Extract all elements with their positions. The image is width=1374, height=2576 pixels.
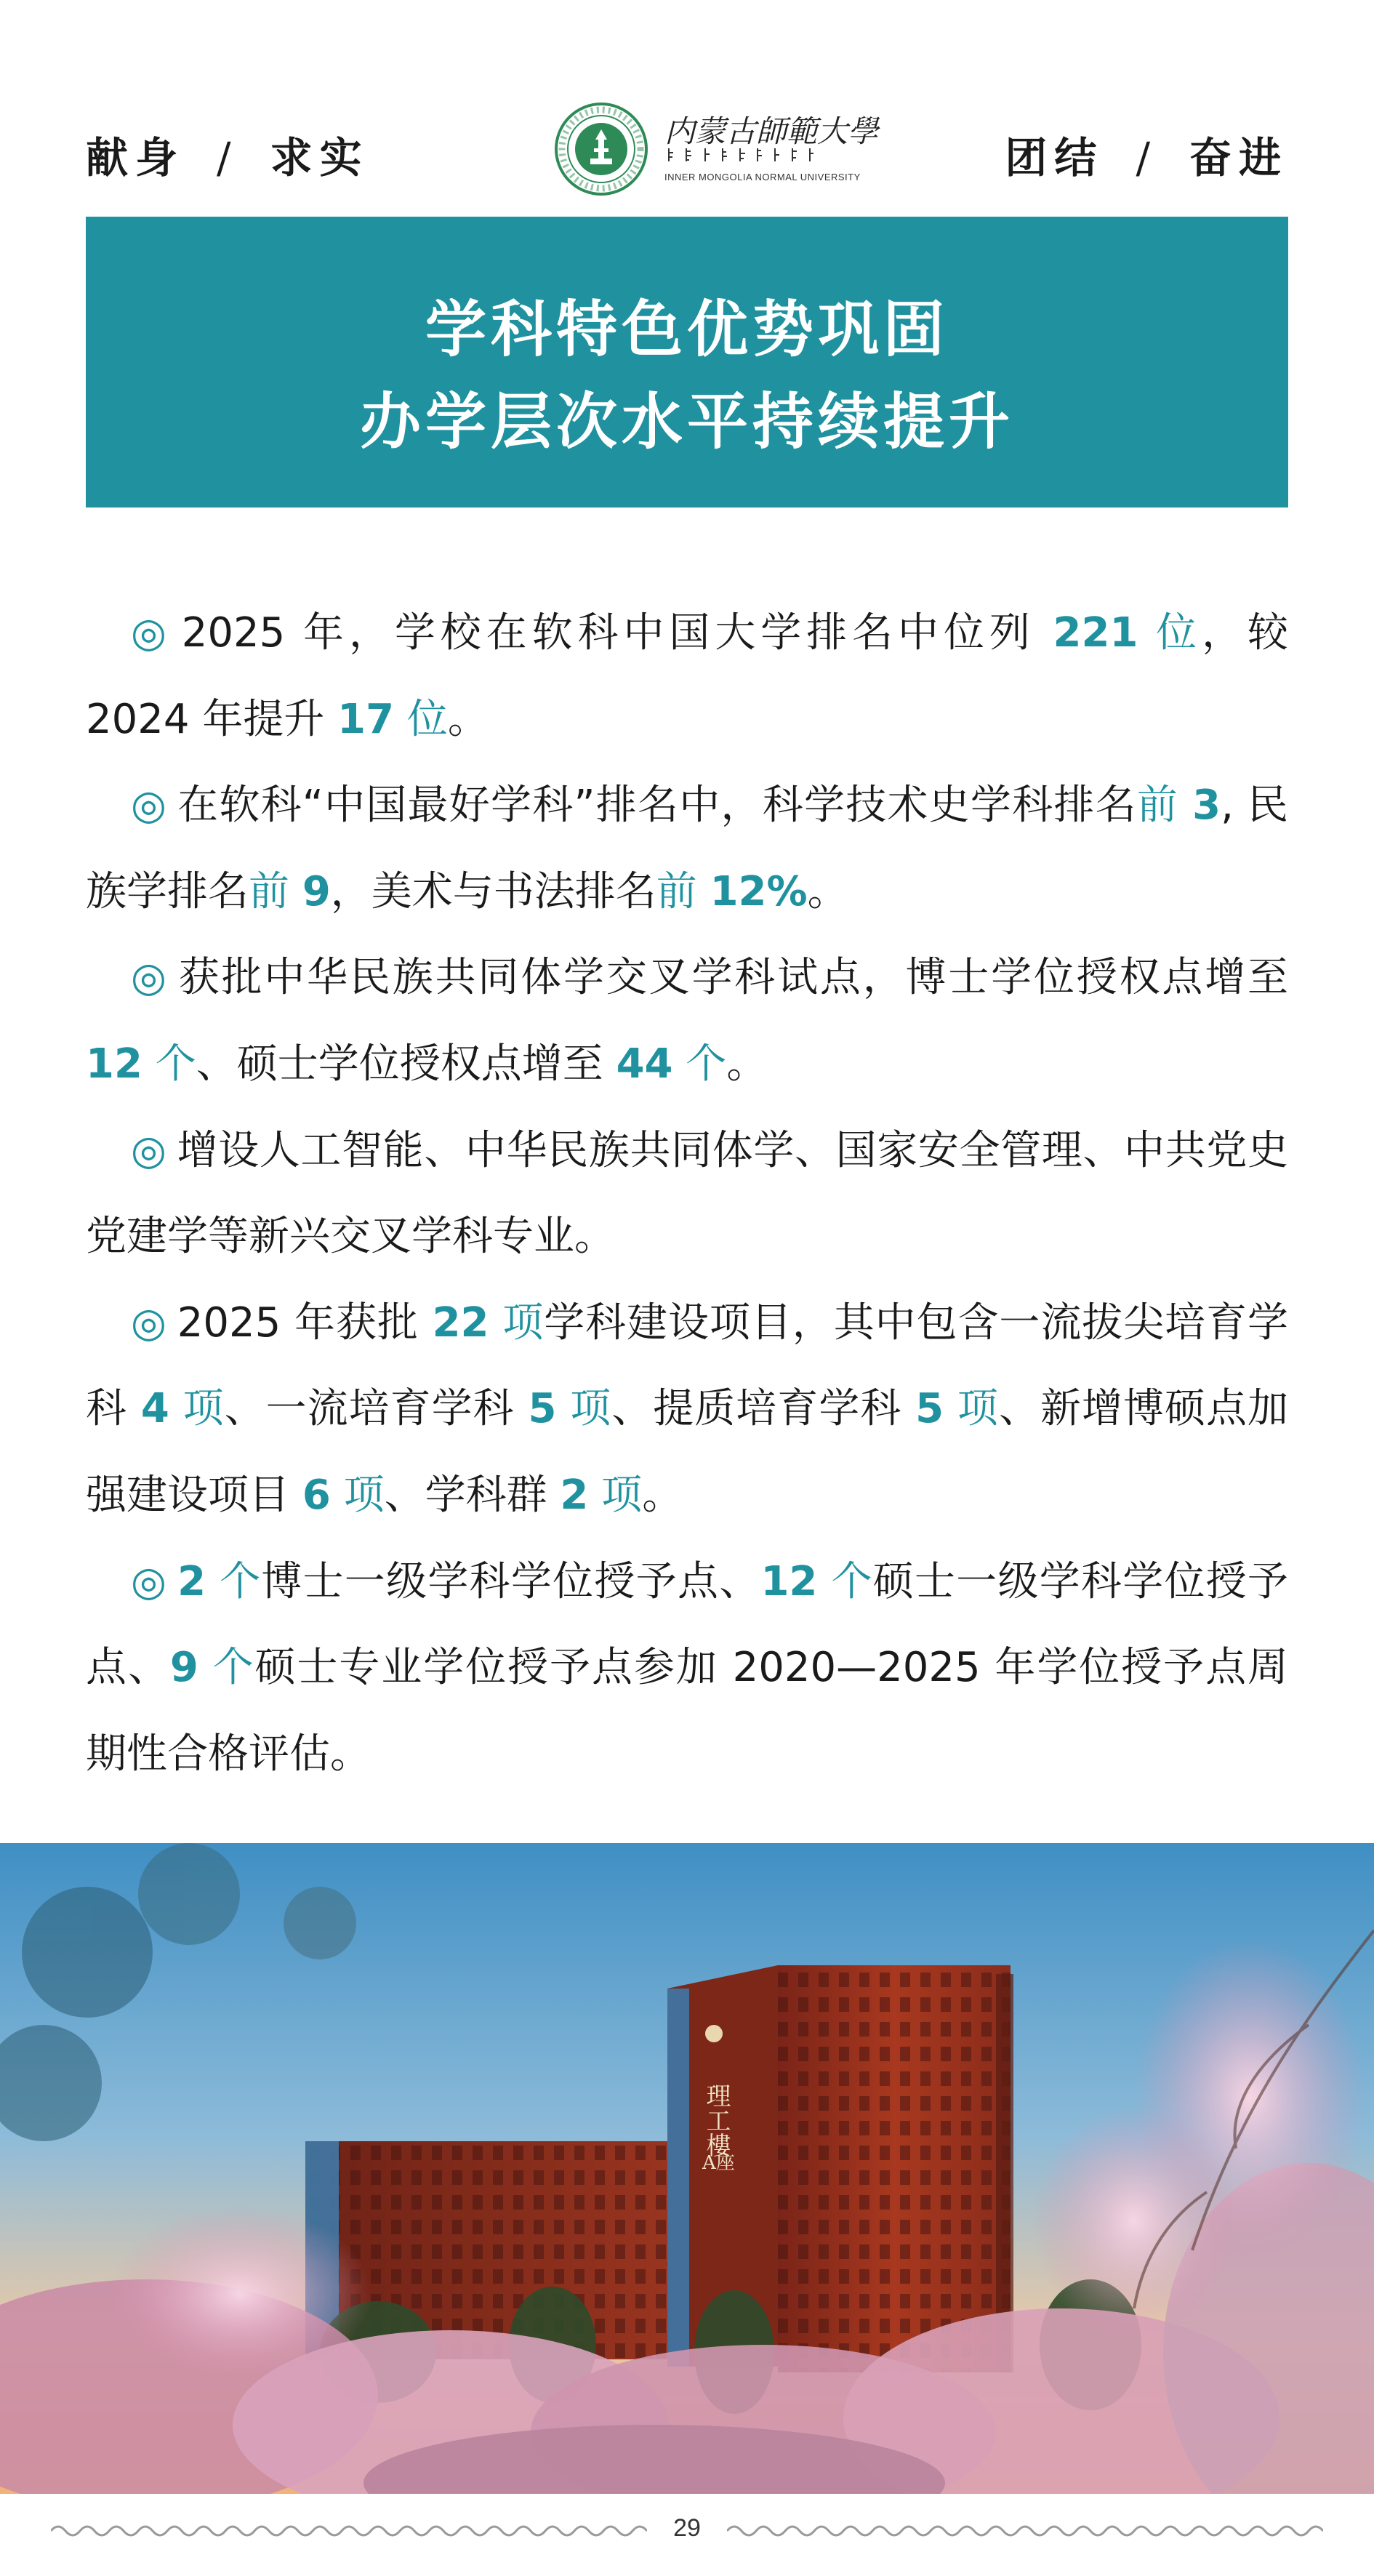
mongolian-script-decoration [664,147,817,163]
paragraph-text: ，较 2024 年提升 [86,609,1288,743]
university-seal-icon [554,102,648,196]
paragraph-text: , 民族学排名 [86,782,1288,915]
achievement-paragraph [86,590,1288,763]
highlight-unit: 个 [142,1040,196,1088]
highlight-unit: 个 [817,1557,873,1605]
bullet-icon: ◎ [131,954,169,1002]
motto-word: 奋进 [1189,133,1288,182]
page-header [0,102,1374,196]
campus-building-illustration [0,1843,1374,2494]
paragraph-text: 、新增博硕点加强建设项目 [86,1385,1288,1519]
highlight-unit: 前 [1136,782,1193,830]
paragraph-text: ，美术与书法排名 [330,867,656,915]
motto-right [1005,124,1288,185]
achievement-list [86,590,1288,1797]
page-title-line-1: 学科特色优势巩固 [425,293,949,365]
building-sign-text: 理工樓 [702,2083,731,2157]
paragraph-text: 。 [807,867,848,915]
paragraph-text: 博士一级学科学位授予点、 [261,1557,761,1605]
highlight-unit: 项 [588,1471,643,1519]
paragraph-text: 。 [642,1471,683,1519]
paragraph-text: 硕士专业学位授予点参加 2020—2025 年学位授予点周期性合格评估。 [86,1644,1289,1778]
highlight-unit: 项 [330,1471,385,1519]
paragraph-text: 、一流培育学科 [224,1385,529,1433]
highlight-number: 12 [86,1040,142,1088]
highlight-unit: 个 [198,1644,255,1692]
highlight-number: 9 [302,867,331,915]
paragraph-text: 硕士一级学科学位授予点、 [86,1557,1288,1692]
highlight-number: 2 [560,1471,589,1519]
university-name-calligraphy: 内蒙古師範大學 [664,113,879,149]
motto-word: 团结 [1005,133,1104,182]
paragraph-text: 学科建设项目，其中包含一流拔尖培育学科 [86,1299,1288,1433]
achievement-paragraph [86,1539,1288,1798]
paragraph-text: 2025 年获批 [177,1299,433,1347]
achievement-paragraph [86,935,1288,1107]
campus-photo [0,1843,1374,2494]
paragraph-text: 获批中华民族共同体学交叉学科试点，博士学位授权点增至 [178,954,1288,1002]
highlight-unit: 项 [169,1385,225,1433]
highlight-number: 6 [302,1471,331,1519]
bullet-icon: ◎ [131,1126,167,1174]
building-block-label: A座 [702,2152,735,2174]
bullet-icon: ◎ [131,1557,168,1605]
motto-left [86,124,369,185]
highlight-unit: 个 [206,1557,262,1605]
highlight-number: 4 [140,1385,169,1433]
bullet-icon: ◎ [131,1299,167,1347]
paragraph-text: 增设人工智能、中华民族共同体学、国家安全管理、中共党史党建学等新兴交叉学科专业。 [86,1126,1288,1261]
highlight-number: 5 [915,1385,944,1433]
motto-separator: / [1136,133,1157,182]
title-banner [86,217,1288,507]
highlight-number: 5 [528,1385,557,1433]
highlight-unit: 项 [944,1385,999,1433]
motto-word: 求实 [270,133,369,182]
highlight-unit: 项 [489,1299,545,1347]
achievement-paragraph [86,1280,1288,1539]
paragraph-text: 、硕士学位授权点增至 [196,1040,616,1088]
page-number: 29 [673,2514,701,2542]
paragraph-text: 、提质培育学科 [611,1385,916,1433]
paragraph-text: 2025 年，学校在软科中国大学排名中位列 [181,609,1053,657]
highlight-unit: 项 [556,1385,612,1433]
bullet-icon: ◎ [131,609,172,657]
page-title-line-2: 办学层次水平持续提升 [359,385,1014,457]
highlight-number: 22 [432,1299,489,1347]
highlight-number: 44 [616,1040,673,1088]
highlight-unit: 前 [249,867,302,915]
university-logo [554,102,879,196]
bullet-icon: ◎ [131,782,168,830]
decorative-wave-border [727,2520,1323,2542]
decorative-wave-border [51,2520,647,2542]
highlight-unit: 位 [1138,609,1202,657]
motto-word: 献身 [86,133,185,182]
highlight-number: 17 [337,695,395,743]
university-name-english: INNER MONGOLIA NORMAL UNIVERSITY [664,172,861,182]
highlight-unit: 个 [672,1040,727,1088]
paragraph-text: 在软科“中国最好学科”排名中，科学技术史学科排名 [177,782,1137,830]
highlight-number: 9 [169,1644,198,1692]
paragraph-text: 。 [447,695,489,743]
paragraph-text: 。 [726,1040,768,1088]
page-footer [0,2494,1374,2576]
highlight-number: 3 [1192,782,1221,830]
highlight-number: 12% [710,867,808,915]
motto-separator: / [217,133,238,182]
achievement-paragraph [86,1108,1288,1280]
highlight-number: 2 [177,1557,206,1605]
highlight-unit: 前 [656,867,710,915]
highlight-unit: 位 [394,695,448,743]
highlight-number: 221 [1053,609,1138,657]
paragraph-text: 、学科群 [384,1471,561,1519]
achievement-paragraph [86,763,1288,935]
highlight-number: 12 [760,1557,818,1605]
